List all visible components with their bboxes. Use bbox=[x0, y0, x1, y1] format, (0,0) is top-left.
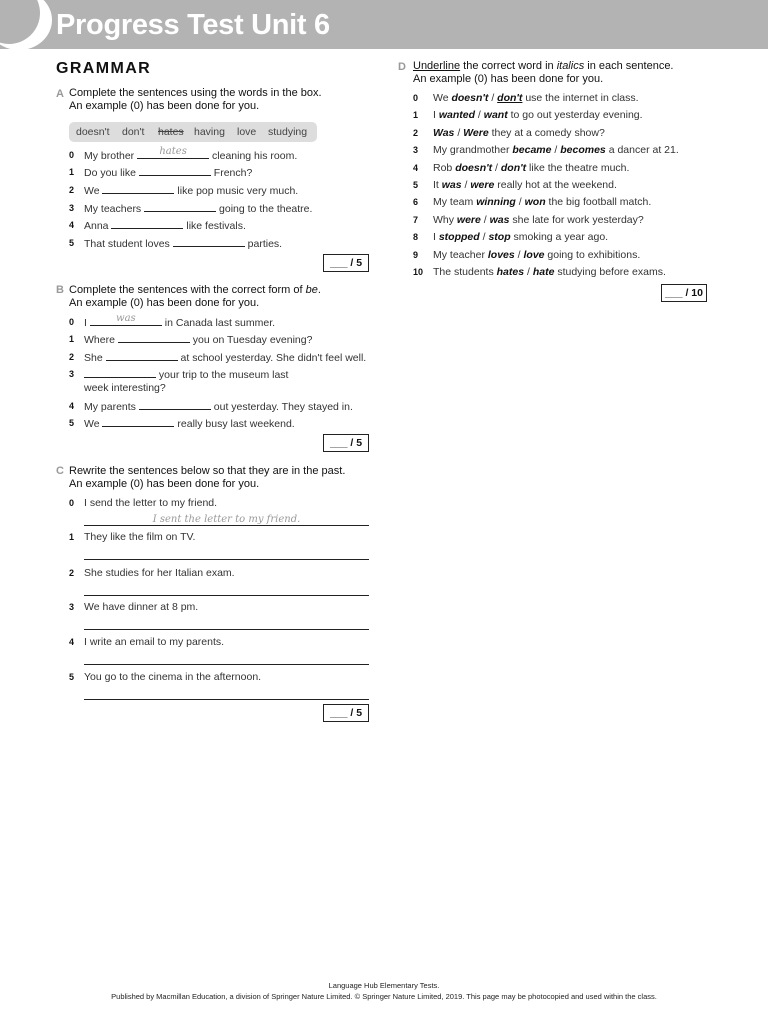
sentence-item: The students hates / hate studying before exams. bbox=[433, 266, 666, 278]
item-number: 4 bbox=[69, 401, 75, 411]
sentence-start: She bbox=[84, 352, 103, 364]
exercise-letter-a: A bbox=[56, 88, 64, 100]
sentence-start: We bbox=[84, 185, 100, 197]
exercise-c-instruction bbox=[69, 465, 345, 491]
instruction-line bbox=[413, 60, 674, 73]
answer-blank[interactable] bbox=[90, 313, 162, 326]
answer-blank[interactable] bbox=[144, 202, 216, 212]
sentence-start: My teachers bbox=[84, 203, 142, 215]
choice-option-b[interactable]: love bbox=[523, 249, 545, 261]
sentence-item: My grandmother became / becomes a dancer at 21. bbox=[433, 144, 679, 156]
item-number: 4 bbox=[69, 220, 75, 230]
word-box-word: having bbox=[194, 126, 225, 138]
sentence-item: I stopped / stop smoking a year ago. bbox=[433, 231, 609, 243]
sentence-end: like the theatre much. bbox=[526, 162, 630, 174]
item-number: 0 bbox=[69, 498, 75, 508]
section-heading: GRAMMAR bbox=[56, 60, 152, 77]
word-box bbox=[69, 122, 317, 142]
answer-line[interactable] bbox=[84, 699, 369, 700]
sentence-to-rewrite: She studies for her Italian exam. bbox=[84, 567, 235, 579]
answer-blank[interactable] bbox=[139, 166, 211, 176]
sentence-end: to go out yesterday evening. bbox=[507, 109, 643, 121]
sentence-item bbox=[84, 313, 276, 329]
score-box-c[interactable]: ___ / 5 bbox=[323, 704, 369, 722]
sentence-start: My teacher bbox=[433, 249, 488, 261]
sentence-end: your trip to the museum last bbox=[158, 369, 289, 381]
sentence-end: really hot at the weekend. bbox=[494, 179, 617, 191]
sentence-start: My team bbox=[433, 196, 477, 208]
choice-option-b[interactable]: won bbox=[524, 196, 546, 208]
item-number: 1 bbox=[69, 334, 75, 344]
item-number: 2 bbox=[69, 185, 75, 195]
sentence-item bbox=[84, 417, 295, 430]
choice-option-a[interactable]: became bbox=[512, 144, 552, 156]
item-number: 3 bbox=[413, 145, 419, 155]
word-box-word: love bbox=[237, 126, 257, 138]
item-number: 2 bbox=[69, 352, 75, 362]
answer-blank[interactable] bbox=[84, 368, 156, 378]
score-box-b[interactable]: ___ / 5 bbox=[323, 434, 369, 452]
answer-line[interactable] bbox=[84, 525, 369, 526]
item-number: 6 bbox=[413, 197, 419, 207]
item-number: 0 bbox=[69, 150, 75, 160]
item-number: 4 bbox=[413, 163, 419, 173]
sentence-start: We bbox=[433, 92, 452, 104]
sentence-item: My teacher loves / love going to exhibitions. bbox=[433, 249, 641, 261]
answer-blank[interactable] bbox=[102, 417, 174, 427]
sentence-item: It was / were really hot at the weekend. bbox=[433, 179, 617, 191]
item-number: 5 bbox=[413, 180, 419, 190]
sentence-item bbox=[84, 202, 312, 215]
instruction-line: Rewrite the sentences below so that they are in the past. bbox=[69, 465, 346, 477]
sentence-end: like festivals. bbox=[186, 220, 246, 232]
item-number: 8 bbox=[413, 232, 419, 242]
exercise-b-instruction bbox=[69, 284, 321, 310]
answer-blank[interactable] bbox=[111, 219, 183, 229]
sentence-end: cleaning his room. bbox=[212, 150, 298, 162]
instruction-line: Complete the sentences using the words in the box. bbox=[69, 87, 322, 99]
sentence-end: use the internet in class. bbox=[522, 92, 639, 104]
sentence-start: Why bbox=[433, 214, 457, 226]
item-number: 7 bbox=[413, 215, 419, 225]
item-number: 1 bbox=[413, 110, 419, 120]
sentence-to-rewrite: You go to the cinema in the afternoon. bbox=[84, 671, 262, 683]
sentence-item bbox=[84, 184, 298, 197]
answer-line[interactable] bbox=[84, 595, 369, 596]
item-number: 10 bbox=[413, 267, 424, 277]
sentence-end: smoking a year ago. bbox=[510, 231, 609, 243]
choice-option-b[interactable]: don't bbox=[497, 92, 523, 104]
exercise-d-instruction bbox=[413, 60, 674, 86]
sentence-end: she late for work yesterday? bbox=[509, 214, 644, 226]
sentence-item bbox=[84, 368, 288, 381]
sentence-to-rewrite: I send the letter to my friend. bbox=[84, 497, 218, 509]
item-number: 2 bbox=[69, 568, 75, 578]
choice-option-a[interactable]: wanted bbox=[438, 109, 476, 121]
choice-option-a[interactable]: stopped bbox=[438, 231, 480, 243]
instruction-line: Complete the sentences with the correct form of be. bbox=[69, 284, 321, 296]
example-answer: was bbox=[116, 313, 136, 324]
sentence-end: they at a comedy show? bbox=[488, 127, 605, 139]
sentence-item: Rob doesn't / don't like the theatre much. bbox=[433, 162, 630, 174]
choice-option-a[interactable]: winning bbox=[476, 196, 516, 208]
answer-blank[interactable] bbox=[137, 146, 209, 159]
choice-option-b[interactable]: want bbox=[483, 109, 508, 121]
item-number: 3 bbox=[69, 369, 75, 379]
sentence-end: really busy last weekend. bbox=[177, 418, 295, 430]
instruction-line: An example (0) has been done for you. bbox=[69, 478, 260, 490]
sentence-start: Anna bbox=[84, 220, 109, 232]
exercise-letter-c: C bbox=[56, 465, 64, 477]
instruction-text: in each sentence. bbox=[584, 60, 674, 72]
footer-line-1: Language Hub Elementary Tests. bbox=[328, 981, 440, 990]
underline-word: Underline bbox=[413, 60, 461, 72]
item-number: 5 bbox=[69, 238, 75, 248]
sentence-item: Was / Were they at a comedy show? bbox=[433, 127, 605, 139]
sentence-end: going to the theatre. bbox=[219, 203, 313, 215]
exercise-letter-d: D bbox=[398, 61, 406, 73]
score-box-d[interactable]: ___ / 10 bbox=[661, 284, 707, 302]
answer-blank[interactable] bbox=[102, 184, 174, 194]
choice-option-a[interactable]: was bbox=[441, 179, 462, 191]
sentence-start: My grandmother bbox=[433, 144, 513, 156]
sentence-end: French? bbox=[213, 167, 253, 179]
answer-blank[interactable] bbox=[173, 237, 245, 247]
sentence-to-rewrite: They like the film on TV. bbox=[84, 531, 196, 543]
sentence-end: out yesterday. They stayed in. bbox=[213, 401, 353, 413]
choice-option-a[interactable]: doesn't bbox=[451, 92, 489, 104]
item-number: 1 bbox=[69, 167, 75, 177]
item-number: 3 bbox=[69, 602, 75, 612]
choice-option-b[interactable]: becomes bbox=[560, 144, 606, 156]
word-box-word: studying bbox=[268, 126, 308, 138]
sentence-item: We doesn't / don't use the internet in class. bbox=[433, 92, 639, 104]
item-number: 2 bbox=[413, 128, 419, 138]
choice-option-a[interactable]: loves bbox=[487, 249, 515, 261]
sentence-start: That student loves bbox=[84, 238, 170, 250]
answer-line[interactable] bbox=[84, 629, 369, 630]
exercise-letter-b: B bbox=[56, 284, 64, 296]
choice-option-b[interactable]: stop bbox=[488, 231, 511, 243]
word-box-word: doesn't bbox=[76, 126, 110, 138]
item-number: 3 bbox=[69, 203, 75, 213]
choice-option-b[interactable]: were bbox=[470, 179, 495, 191]
page-title: Progress Test Unit 6 bbox=[56, 9, 330, 41]
answer-blank[interactable] bbox=[118, 333, 190, 343]
sentence-start: I bbox=[84, 317, 87, 329]
sentence-start: Rob bbox=[433, 162, 456, 174]
answer-line[interactable] bbox=[84, 559, 369, 560]
sentence-start: My brother bbox=[84, 150, 135, 162]
item-number: 5 bbox=[69, 418, 75, 428]
instruction-text: the correct word in bbox=[460, 60, 557, 72]
sentence-start: I bbox=[433, 109, 439, 121]
choice-option-b[interactable]: Were bbox=[463, 127, 489, 139]
answer-blank[interactable] bbox=[139, 400, 211, 410]
sentence-end: in Canada last summer. bbox=[164, 317, 276, 329]
sentence-end: going to exhibitions. bbox=[544, 249, 641, 261]
choice-option-b[interactable]: was bbox=[489, 214, 510, 226]
sentence-item: I wanted / want to go out yesterday evening. bbox=[433, 109, 643, 121]
word-box-word-used: hates bbox=[158, 126, 184, 138]
sentence-start: My parents bbox=[84, 401, 136, 413]
page-header bbox=[0, 0, 768, 49]
sentence-end: like pop music very much. bbox=[177, 185, 299, 197]
item-number: 5 bbox=[69, 672, 75, 682]
instruction-line: An example (0) has been done for you. bbox=[413, 73, 604, 85]
word-box-word: don't bbox=[122, 126, 145, 138]
sentence-item bbox=[84, 166, 252, 179]
sentence-end: you on Tuesday evening? bbox=[192, 334, 313, 346]
item-3-continuation: week interesting? bbox=[84, 382, 166, 394]
sentence-end: studying before exams. bbox=[554, 266, 666, 278]
choice-option-b[interactable]: hate bbox=[532, 266, 555, 278]
example-answer: I sent the letter to my friend. bbox=[152, 514, 301, 525]
choice-option-a[interactable]: Was bbox=[433, 127, 455, 139]
sentence-item: Why were / was she late for work yesterday? bbox=[433, 214, 644, 226]
instruction-line: An example (0) has been done for you. bbox=[69, 100, 260, 112]
sentence-item: My team winning / won the big football match. bbox=[433, 196, 652, 208]
instruction-line: An example (0) has been done for you. bbox=[69, 297, 260, 309]
sentence-end: the big football match. bbox=[545, 196, 652, 208]
sentence-start: I bbox=[433, 231, 439, 243]
sentence-item bbox=[84, 237, 282, 250]
sentence-item bbox=[84, 400, 353, 413]
sentence-end: parties. bbox=[247, 238, 283, 250]
choice-option-b[interactable]: don't bbox=[500, 162, 527, 174]
example-answer: hates bbox=[159, 146, 187, 157]
sentence-start: Do you like bbox=[84, 167, 136, 179]
sentence-start: Where bbox=[84, 334, 115, 346]
sentence-start: It bbox=[433, 179, 442, 191]
item-number: 4 bbox=[69, 637, 75, 647]
sentence-end: a dancer at 21. bbox=[605, 144, 679, 156]
italics-word: italics bbox=[556, 60, 585, 72]
footer-line-2: Published by Macmillan Education, a division of Springer Nature Limited. © Springer Nature Limited, 2019. This page may be photocopied and used within the class. bbox=[111, 992, 657, 1001]
choice-option-a[interactable]: doesn't bbox=[455, 162, 493, 174]
answer-blank[interactable] bbox=[106, 351, 178, 361]
sentence-item bbox=[84, 219, 246, 232]
item-number: 0 bbox=[413, 93, 419, 103]
item-number: 0 bbox=[69, 317, 75, 327]
item-number: 1 bbox=[69, 532, 75, 542]
exercise-a-instruction bbox=[69, 87, 322, 113]
sentence-item bbox=[84, 146, 298, 162]
choice-option-a[interactable]: hates bbox=[496, 266, 525, 278]
sentence-to-rewrite: I write an email to my parents. bbox=[84, 636, 225, 648]
sentence-end: at school yesterday. She didn't feel well. bbox=[180, 352, 367, 364]
choice-option-a[interactable]: were bbox=[456, 214, 481, 226]
score-box-a[interactable]: ___ / 5 bbox=[323, 254, 369, 272]
sentence-item bbox=[84, 351, 366, 364]
answer-line[interactable] bbox=[84, 664, 369, 665]
item-number: 9 bbox=[413, 250, 419, 260]
sentence-item bbox=[84, 333, 312, 346]
sentence-start: We bbox=[84, 418, 100, 430]
sentence-to-rewrite: We have dinner at 8 pm. bbox=[84, 601, 199, 613]
sentence-start: The students bbox=[433, 266, 497, 278]
